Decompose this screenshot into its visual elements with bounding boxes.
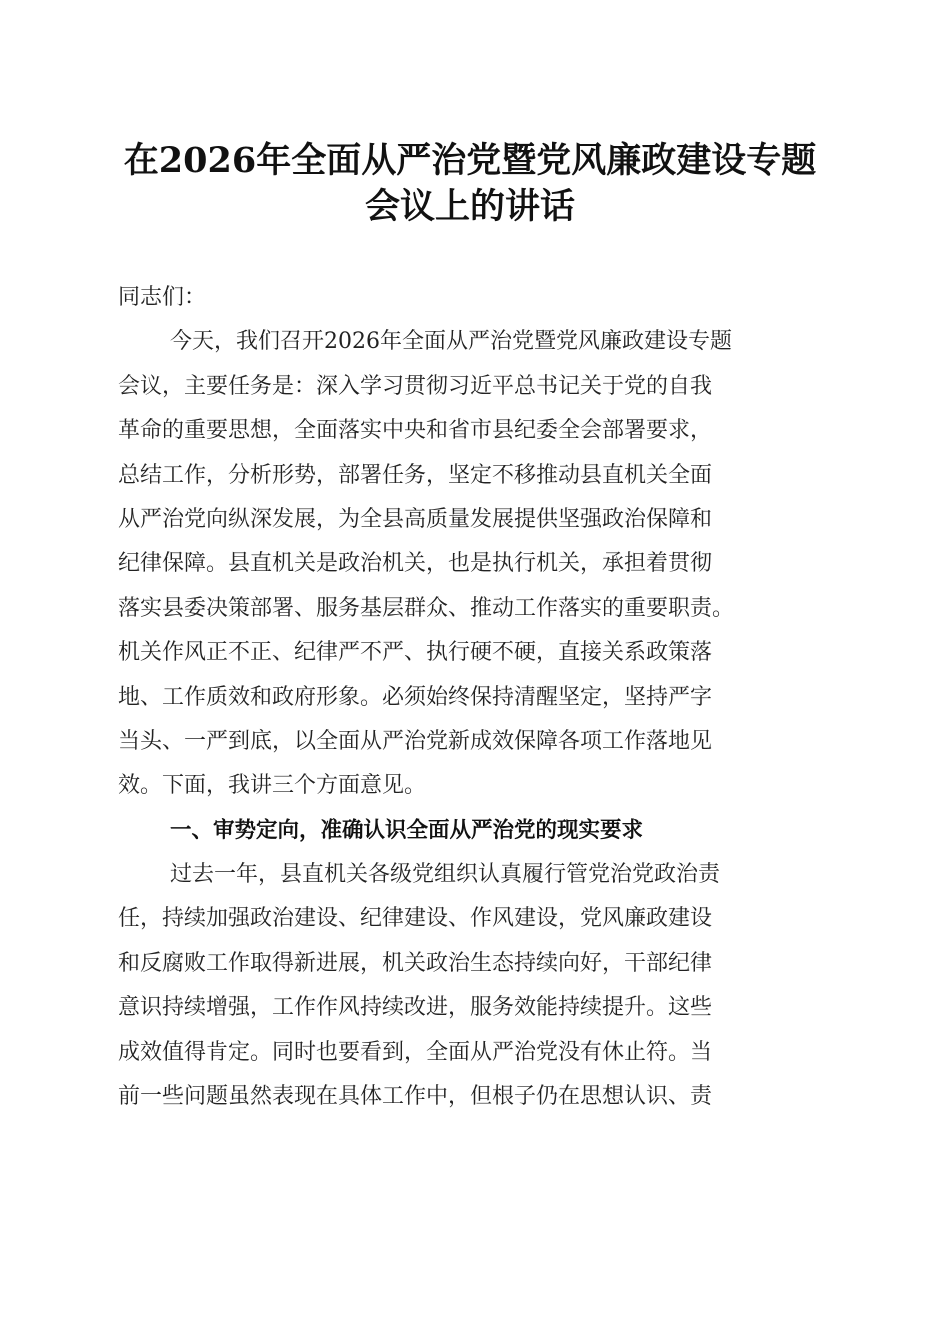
paragraph-line: 意识持续增强，工作作风持续改进，服务效能持续提升。这些 [118, 995, 713, 1021]
paragraph-line: 任，持续加强政治建设、纪律建设、作风建设，党风廉政建设 [118, 906, 713, 932]
paragraph-line: 会议，主要任务是：深入学习贯彻习近平总书记关于党的自我 [118, 373, 713, 399]
paragraph-line: 效。下面，我讲三个方面意见。 [118, 773, 427, 799]
document-title [100, 138, 840, 230]
section-heading: 一、审势定向，准确认识全面从严治党的现实要求 [170, 817, 644, 843]
title-line-2: 会议上的讲话 [364, 186, 575, 227]
paragraph-line: 机关作风正不正、纪律严不严、执行硬不硬，直接关系政策落 [118, 640, 713, 666]
paragraph-line: 地、工作质效和政府形象。必须始终保持清醒坚定，坚持严字 [118, 684, 713, 710]
title-line-1: 在2026年全面从严治党暨党风廉政建设专题 [123, 140, 817, 181]
paragraph-section1 [118, 853, 838, 1119]
paragraph-line: 落实县委决策部署、服务基层群众、推动工作落实的重要职责。 [118, 595, 735, 621]
paragraph-line: 今天，我们召开2026年全面从严治党暨党风廉政建设专题 [170, 329, 732, 355]
salutation: 同志们： [118, 285, 207, 310]
paragraph-line: 革命的重要思想，全面落实中央和省市县纪委全会部署要求， [118, 418, 713, 444]
paragraph-intro [118, 320, 838, 808]
paragraph-line: 从严治党向纵深发展，为全县高质量发展提供坚强政治保障和 [118, 506, 713, 532]
paragraph-line: 当头、一严到底，以全面从严治党新成效保障各项工作落地见 [118, 728, 713, 754]
paragraph-line: 纪律保障。县直机关是政治机关，也是执行机关，承担着贯彻 [118, 551, 713, 577]
document-body [118, 276, 838, 1119]
paragraph-line: 过去一年，县直机关各级党组织认真履行管党治党政治责 [170, 862, 721, 888]
paragraph-line: 成效值得肯定。同时也要看到，全面从严治党没有休止符。当 [118, 1039, 713, 1065]
paragraph-line: 前一些问题虽然表现在具体工作中，但根子仍在思想认识、责 [118, 1084, 713, 1110]
paragraph-line: 和反腐败工作取得新进展，机关政治生态持续向好，干部纪律 [118, 950, 713, 976]
paragraph-line: 总结工作，分析形势，部署任务，坚定不移推动县直机关全面 [118, 462, 713, 488]
